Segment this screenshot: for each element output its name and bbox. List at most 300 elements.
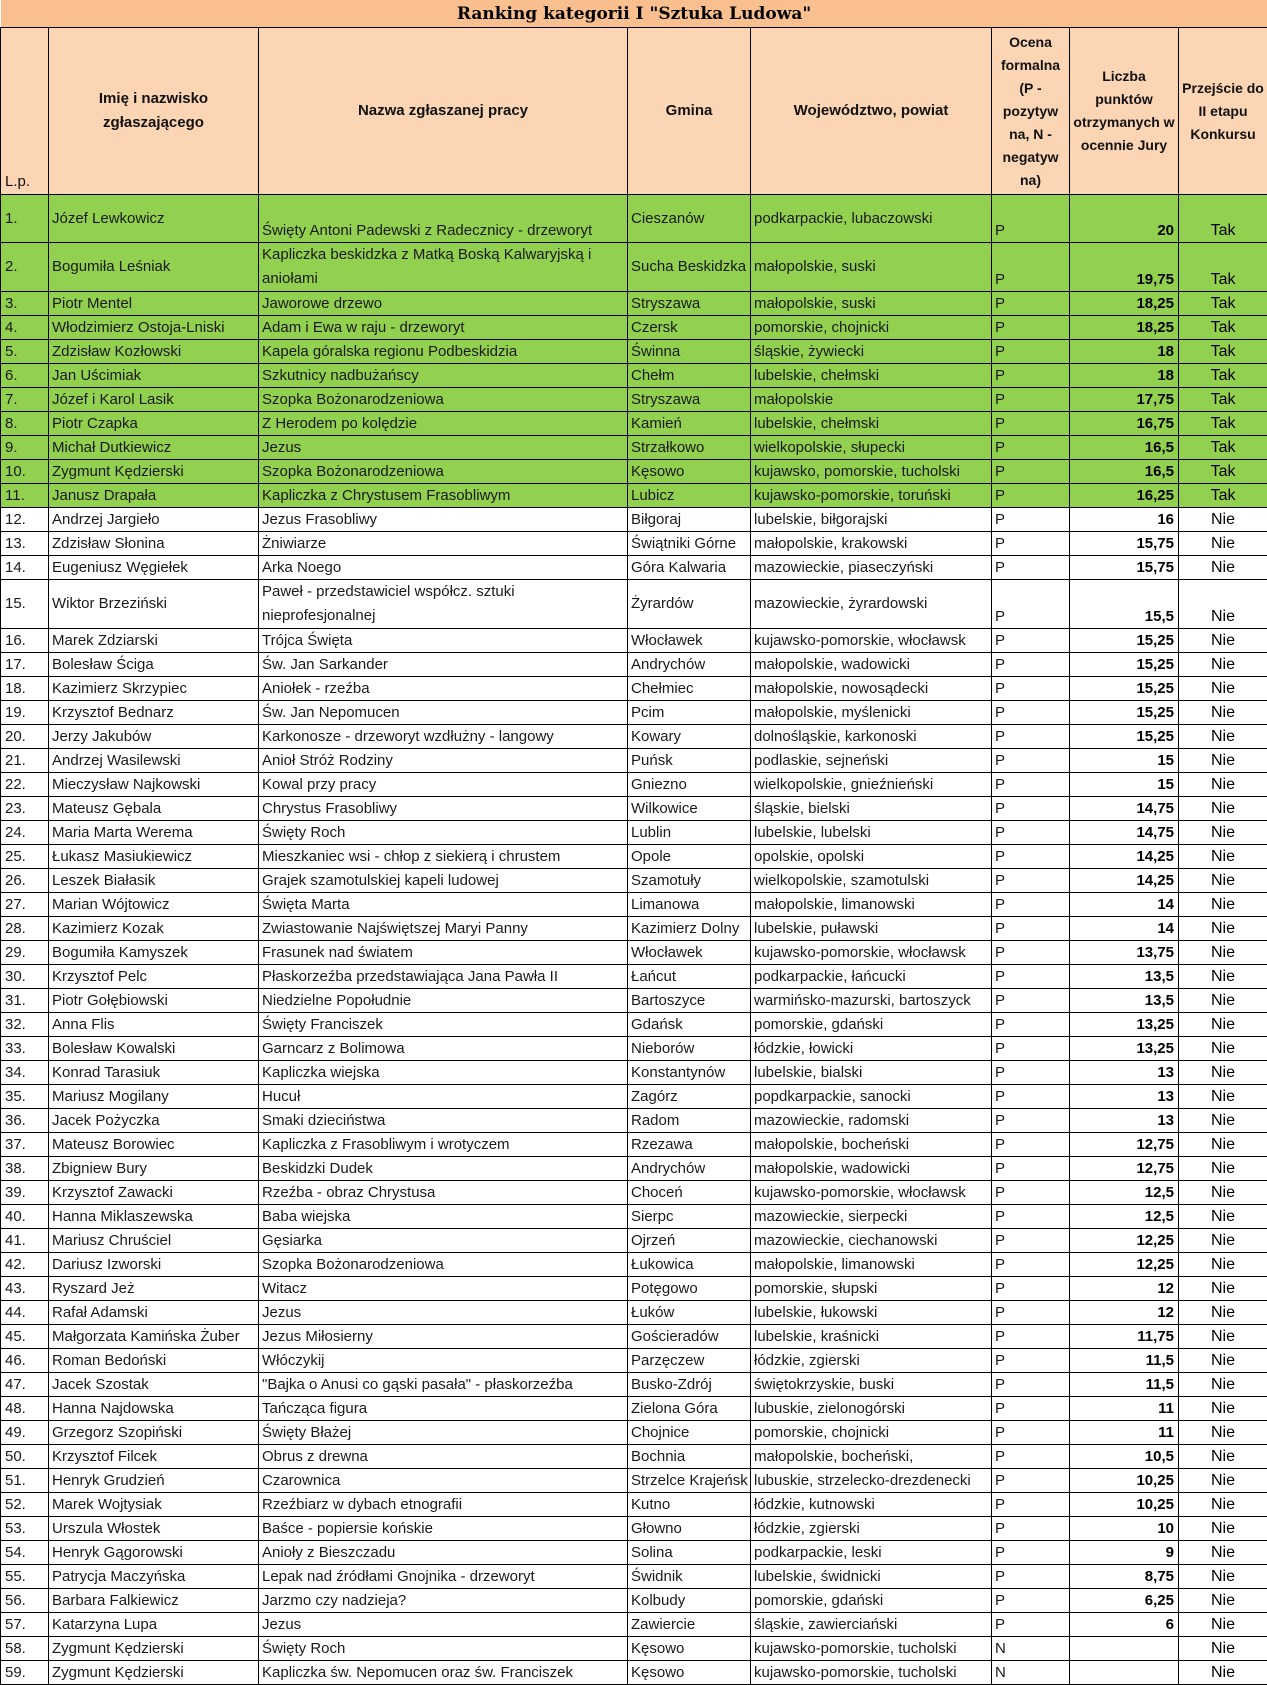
formal-rating: P bbox=[992, 1541, 1070, 1565]
participant-name: Zbigniew Bury bbox=[49, 1157, 259, 1181]
work-title: Garncarz z Bolimowa bbox=[259, 1037, 628, 1061]
formal-rating: P bbox=[992, 1253, 1070, 1277]
formal-rating: P bbox=[992, 701, 1070, 725]
voivodeship-county: lubelskie, biłgorajski bbox=[751, 508, 992, 532]
work-title: Paweł - przedstawiciel współcz. sztuki nieprofesjonalnej bbox=[259, 580, 628, 629]
voivodeship-county: kujawsko-pomorskie, toruński bbox=[751, 484, 992, 508]
municipality: Andrychów bbox=[628, 653, 751, 677]
formal-rating: P bbox=[992, 677, 1070, 701]
jury-points: 12,25 bbox=[1070, 1229, 1179, 1253]
municipality: Włocławek bbox=[628, 941, 751, 965]
voivodeship-county: opolskie, opolski bbox=[751, 845, 992, 869]
formal-rating: P bbox=[992, 725, 1070, 749]
municipality: Świdnik bbox=[628, 1565, 751, 1589]
jury-points: 14,25 bbox=[1070, 869, 1179, 893]
advance-status: Nie bbox=[1179, 1397, 1267, 1421]
participant-name: Piotr Czapka bbox=[49, 412, 259, 436]
row-number: 35. bbox=[1, 1085, 49, 1109]
advance-status: Tak bbox=[1179, 412, 1267, 436]
formal-rating: P bbox=[992, 1349, 1070, 1373]
voivodeship-county: pomorskie, gdański bbox=[751, 1589, 992, 1613]
table-row bbox=[1, 292, 1267, 316]
municipality: Puńsk bbox=[628, 749, 751, 773]
jury-points: 12,5 bbox=[1070, 1205, 1179, 1229]
municipality: Chełm bbox=[628, 364, 751, 388]
jury-points: 15,25 bbox=[1070, 653, 1179, 677]
municipality: Strzelce Krajeńsk bbox=[628, 1469, 751, 1493]
jury-points: 11,5 bbox=[1070, 1373, 1179, 1397]
work-title: Anioły z Bieszczadu bbox=[259, 1541, 628, 1565]
jury-points: 10,5 bbox=[1070, 1445, 1179, 1469]
row-number: 27. bbox=[1, 893, 49, 917]
voivodeship-county: śląskie, bielski bbox=[751, 797, 992, 821]
advance-status: Tak bbox=[1179, 436, 1267, 460]
voivodeship-county: lubelskie, chełmski bbox=[751, 364, 992, 388]
voivodeship-county: podkarpackie, lubaczowski bbox=[751, 195, 992, 243]
jury-points: 18,25 bbox=[1070, 292, 1179, 316]
voivodeship-county: warmińsko-mazurski, bartoszyck bbox=[751, 989, 992, 1013]
advance-status: Nie bbox=[1179, 1517, 1267, 1541]
formal-rating: P bbox=[992, 484, 1070, 508]
jury-points: 15,75 bbox=[1070, 556, 1179, 580]
table-row bbox=[1, 1373, 1267, 1397]
advance-status: Nie bbox=[1179, 1013, 1267, 1037]
voivodeship-county: wielkopolskie, szamotulski bbox=[751, 869, 992, 893]
municipality: Szamotuły bbox=[628, 869, 751, 893]
jury-points: 11,75 bbox=[1070, 1325, 1179, 1349]
jury-points: 10,25 bbox=[1070, 1493, 1179, 1517]
jury-points: 14,25 bbox=[1070, 845, 1179, 869]
participant-name: Patrycja Maczyńska bbox=[49, 1565, 259, 1589]
municipality: Limanowa bbox=[628, 893, 751, 917]
work-title: Niedzielne Popołudnie bbox=[259, 989, 628, 1013]
municipality: Opole bbox=[628, 845, 751, 869]
voivodeship-county: lubelskie, puławski bbox=[751, 917, 992, 941]
jury-points: 13,5 bbox=[1070, 989, 1179, 1013]
participant-name: Marek Wojtysiak bbox=[49, 1493, 259, 1517]
municipality: Łukowica bbox=[628, 1253, 751, 1277]
header-lp: L.p. bbox=[1, 28, 49, 195]
table-row bbox=[1, 1061, 1267, 1085]
formal-rating: P bbox=[992, 1133, 1070, 1157]
voivodeship-county: kujawsko-pomorskie, tucholski bbox=[751, 1637, 992, 1661]
row-number: 53. bbox=[1, 1517, 49, 1541]
work-title: Jezus bbox=[259, 1301, 628, 1325]
participant-name: Włodzimierz Ostoja-Lniski bbox=[49, 316, 259, 340]
formal-rating: P bbox=[992, 412, 1070, 436]
table-row bbox=[1, 1205, 1267, 1229]
table-row bbox=[1, 1277, 1267, 1301]
header-work: Nazwa zgłaszanej pracy bbox=[259, 28, 628, 195]
formal-rating: P bbox=[992, 532, 1070, 556]
jury-points: 6 bbox=[1070, 1613, 1179, 1637]
row-number: 33. bbox=[1, 1037, 49, 1061]
voivodeship-county: wielkopolskie, gnieźnieński bbox=[751, 773, 992, 797]
row-number: 57. bbox=[1, 1613, 49, 1637]
table-row bbox=[1, 1157, 1267, 1181]
table-row bbox=[1, 1253, 1267, 1277]
formal-rating: P bbox=[992, 436, 1070, 460]
participant-name: Barbara Falkiewicz bbox=[49, 1589, 259, 1613]
jury-points: 13,5 bbox=[1070, 965, 1179, 989]
row-number: 44. bbox=[1, 1301, 49, 1325]
formal-rating: P bbox=[992, 1325, 1070, 1349]
row-number: 51. bbox=[1, 1469, 49, 1493]
advance-status: Nie bbox=[1179, 845, 1267, 869]
row-number: 1. bbox=[1, 195, 49, 243]
voivodeship-county: mazowieckie, ciechanowski bbox=[751, 1229, 992, 1253]
voivodeship-county: kujawsko, pomorskie, tucholski bbox=[751, 460, 992, 484]
advance-status: Nie bbox=[1179, 580, 1267, 629]
work-title: Święty Antoni Padewski z Radecznicy - drzeworyt bbox=[259, 195, 628, 243]
jury-points: 15,25 bbox=[1070, 701, 1179, 725]
formal-rating: P bbox=[992, 989, 1070, 1013]
participant-name: Józef Lewkowicz bbox=[49, 195, 259, 243]
advance-status: Nie bbox=[1179, 965, 1267, 989]
row-number: 39. bbox=[1, 1181, 49, 1205]
header-advance: Przejście do II etapu Konkursu bbox=[1179, 28, 1267, 195]
row-number: 7. bbox=[1, 388, 49, 412]
jury-points: 11 bbox=[1070, 1421, 1179, 1445]
advance-status: Tak bbox=[1179, 316, 1267, 340]
formal-rating: P bbox=[992, 1565, 1070, 1589]
advance-status: Nie bbox=[1179, 797, 1267, 821]
work-title: Święta Marta bbox=[259, 893, 628, 917]
participant-name: Mieczysław Najkowski bbox=[49, 773, 259, 797]
municipality: Radom bbox=[628, 1109, 751, 1133]
table-body bbox=[1, 195, 1267, 1685]
voivodeship-county: małopolskie, nowosądecki bbox=[751, 677, 992, 701]
municipality: Stryszawa bbox=[628, 292, 751, 316]
jury-points: 15,75 bbox=[1070, 532, 1179, 556]
jury-points: 12 bbox=[1070, 1277, 1179, 1301]
work-title: Kapliczka beskidzka z Matką Boską Kalwaryjską i aniołami bbox=[259, 243, 628, 292]
advance-status: Nie bbox=[1179, 556, 1267, 580]
table-row bbox=[1, 1109, 1267, 1133]
participant-name: Andrzej Wasilewski bbox=[49, 749, 259, 773]
formal-rating: P bbox=[992, 653, 1070, 677]
row-number: 2. bbox=[1, 243, 49, 292]
participant-name: Grzegorz Szopiński bbox=[49, 1421, 259, 1445]
municipality: Gościeradów bbox=[628, 1325, 751, 1349]
voivodeship-county: mazowieckie, żyrardowski bbox=[751, 580, 992, 629]
advance-status: Nie bbox=[1179, 1037, 1267, 1061]
voivodeship-county: łódzkie, zgierski bbox=[751, 1349, 992, 1373]
row-number: 5. bbox=[1, 340, 49, 364]
jury-points: 8,75 bbox=[1070, 1565, 1179, 1589]
table-row bbox=[1, 316, 1267, 340]
row-number: 24. bbox=[1, 821, 49, 845]
voivodeship-county: lubelskie, chełmski bbox=[751, 412, 992, 436]
row-number: 59. bbox=[1, 1661, 49, 1685]
row-number: 9. bbox=[1, 436, 49, 460]
municipality: Sucha Beskidzka bbox=[628, 243, 751, 292]
jury-points: 12,75 bbox=[1070, 1157, 1179, 1181]
table-row bbox=[1, 1229, 1267, 1253]
formal-rating: P bbox=[992, 893, 1070, 917]
work-title: Szopka Bożonarodzeniowa bbox=[259, 1253, 628, 1277]
work-title: Tańcząca figura bbox=[259, 1397, 628, 1421]
table-row bbox=[1, 773, 1267, 797]
advance-status: Nie bbox=[1179, 1373, 1267, 1397]
formal-rating: P bbox=[992, 292, 1070, 316]
advance-status: Tak bbox=[1179, 340, 1267, 364]
voivodeship-county: lubelskie, bialski bbox=[751, 1061, 992, 1085]
voivodeship-county: lubelskie, lubelski bbox=[751, 821, 992, 845]
municipality: Choceń bbox=[628, 1181, 751, 1205]
advance-status: Nie bbox=[1179, 1277, 1267, 1301]
work-title: Szopka Bożonarodzeniowa bbox=[259, 388, 628, 412]
work-title: Czarownica bbox=[259, 1469, 628, 1493]
jury-points: 6,25 bbox=[1070, 1589, 1179, 1613]
formal-rating: P bbox=[992, 1493, 1070, 1517]
municipality: Lublin bbox=[628, 821, 751, 845]
work-title: Z Herodem po kolędzie bbox=[259, 412, 628, 436]
participant-name: Krzysztof Filcek bbox=[49, 1445, 259, 1469]
table-row bbox=[1, 243, 1267, 292]
work-title: Św. Jan Nepomucen bbox=[259, 701, 628, 725]
participant-name: Rafał Adamski bbox=[49, 1301, 259, 1325]
participant-name: Krzysztof Pelc bbox=[49, 965, 259, 989]
advance-status: Nie bbox=[1179, 1325, 1267, 1349]
participant-name: Anna Flis bbox=[49, 1013, 259, 1037]
row-number: 31. bbox=[1, 989, 49, 1013]
municipality: Kęsowo bbox=[628, 460, 751, 484]
voivodeship-county: lubelskie, łukowski bbox=[751, 1301, 992, 1325]
table-row bbox=[1, 941, 1267, 965]
jury-points: 9 bbox=[1070, 1541, 1179, 1565]
participant-name: Leszek Białasik bbox=[49, 869, 259, 893]
voivodeship-county: śląskie, zawierciański bbox=[751, 1613, 992, 1637]
table-row bbox=[1, 701, 1267, 725]
table-row bbox=[1, 484, 1267, 508]
table-row bbox=[1, 364, 1267, 388]
formal-rating: P bbox=[992, 869, 1070, 893]
table-row bbox=[1, 1637, 1267, 1661]
advance-status: Tak bbox=[1179, 243, 1267, 292]
work-title: Jezus Frasobliwy bbox=[259, 508, 628, 532]
table-row bbox=[1, 893, 1267, 917]
row-number: 11. bbox=[1, 484, 49, 508]
advance-status: Nie bbox=[1179, 1181, 1267, 1205]
advance-status: Nie bbox=[1179, 869, 1267, 893]
participant-name: Jacek Pożyczka bbox=[49, 1109, 259, 1133]
participant-name: Katarzyna Lupa bbox=[49, 1613, 259, 1637]
jury-points: 13 bbox=[1070, 1085, 1179, 1109]
table-row bbox=[1, 195, 1267, 243]
municipality: Lubicz bbox=[628, 484, 751, 508]
voivodeship-county: podkarpackie, leski bbox=[751, 1541, 992, 1565]
participant-name: Kazimierz Kozak bbox=[49, 917, 259, 941]
row-number: 32. bbox=[1, 1013, 49, 1037]
advance-status: Nie bbox=[1179, 821, 1267, 845]
jury-points: 19,75 bbox=[1070, 243, 1179, 292]
row-number: 54. bbox=[1, 1541, 49, 1565]
municipality: Ojrzeń bbox=[628, 1229, 751, 1253]
voivodeship-county: podlaskie, sejneński bbox=[751, 749, 992, 773]
advance-status: Nie bbox=[1179, 1229, 1267, 1253]
municipality: Włocławek bbox=[628, 629, 751, 653]
formal-rating: P bbox=[992, 1445, 1070, 1469]
jury-points: 14 bbox=[1070, 917, 1179, 941]
voivodeship-county: małopolskie, bocheński, bbox=[751, 1445, 992, 1469]
participant-name: Krzysztof Bednarz bbox=[49, 701, 259, 725]
jury-points: 12,5 bbox=[1070, 1181, 1179, 1205]
formal-rating: P bbox=[992, 556, 1070, 580]
voivodeship-county: dolnośląskie, karkonoski bbox=[751, 725, 992, 749]
voivodeship-county: pomorskie, chojnicki bbox=[751, 1421, 992, 1445]
voivodeship-county: kujawsko-pomorskie, włocławsk bbox=[751, 629, 992, 653]
voivodeship-county: małopolskie, krakowski bbox=[751, 532, 992, 556]
jury-points: 16 bbox=[1070, 508, 1179, 532]
jury-points: 16,25 bbox=[1070, 484, 1179, 508]
work-title: Gęsiarka bbox=[259, 1229, 628, 1253]
table-row bbox=[1, 1613, 1267, 1637]
formal-rating: P bbox=[992, 1205, 1070, 1229]
voivodeship-county: pomorskie, chojnicki bbox=[751, 316, 992, 340]
advance-status: Nie bbox=[1179, 1493, 1267, 1517]
jury-points: 12,25 bbox=[1070, 1253, 1179, 1277]
advance-status: Nie bbox=[1179, 749, 1267, 773]
row-number: 47. bbox=[1, 1373, 49, 1397]
advance-status: Nie bbox=[1179, 1133, 1267, 1157]
header-row bbox=[1, 28, 1267, 195]
formal-rating: P bbox=[992, 1469, 1070, 1493]
jury-points: 14,75 bbox=[1070, 797, 1179, 821]
formal-rating: P bbox=[992, 460, 1070, 484]
jury-points: 14,75 bbox=[1070, 821, 1179, 845]
voivodeship-county: łódzkie, łowicki bbox=[751, 1037, 992, 1061]
jury-points: 11 bbox=[1070, 1397, 1179, 1421]
jury-points: 15,25 bbox=[1070, 629, 1179, 653]
advance-status: Nie bbox=[1179, 1637, 1267, 1661]
voivodeship-county: lubuskie, zielonogórski bbox=[751, 1397, 992, 1421]
table-row bbox=[1, 436, 1267, 460]
row-number: 52. bbox=[1, 1493, 49, 1517]
table-row bbox=[1, 1397, 1267, 1421]
participant-name: Krzysztof Zawacki bbox=[49, 1181, 259, 1205]
jury-points: 12 bbox=[1070, 1301, 1179, 1325]
participant-name: Marian Wójtowicz bbox=[49, 893, 259, 917]
formal-rating: P bbox=[992, 773, 1070, 797]
advance-status: Nie bbox=[1179, 989, 1267, 1013]
advance-status: Nie bbox=[1179, 677, 1267, 701]
municipality: Chojnice bbox=[628, 1421, 751, 1445]
formal-rating: P bbox=[992, 508, 1070, 532]
participant-name: Zdzisław Kozłowski bbox=[49, 340, 259, 364]
formal-rating: P bbox=[992, 845, 1070, 869]
municipality: Chełmiec bbox=[628, 677, 751, 701]
municipality: Bartoszyce bbox=[628, 989, 751, 1013]
participant-name: Maria Marta Werema bbox=[49, 821, 259, 845]
municipality: Kęsowo bbox=[628, 1637, 751, 1661]
table-title: Ranking kategorii I "Sztuka Ludowa" bbox=[1, 0, 1267, 28]
table-row bbox=[1, 388, 1267, 412]
municipality: Góra Kalwaria bbox=[628, 556, 751, 580]
municipality: Nieborów bbox=[628, 1037, 751, 1061]
table-row bbox=[1, 1469, 1267, 1493]
row-number: 45. bbox=[1, 1325, 49, 1349]
row-number: 4. bbox=[1, 316, 49, 340]
formal-rating: P bbox=[992, 629, 1070, 653]
participant-name: Jacek Szostak bbox=[49, 1373, 259, 1397]
municipality: Bochnia bbox=[628, 1445, 751, 1469]
participant-name: Bogumiła Leśniak bbox=[49, 243, 259, 292]
advance-status: Tak bbox=[1179, 195, 1267, 243]
work-title: Jezus bbox=[259, 436, 628, 460]
table-row bbox=[1, 1421, 1267, 1445]
advance-status: Nie bbox=[1179, 1421, 1267, 1445]
table-row bbox=[1, 1517, 1267, 1541]
row-number: 18. bbox=[1, 677, 49, 701]
formal-rating: P bbox=[992, 1061, 1070, 1085]
table-row bbox=[1, 1037, 1267, 1061]
jury-points: 17,75 bbox=[1070, 388, 1179, 412]
table-row bbox=[1, 965, 1267, 989]
row-number: 16. bbox=[1, 629, 49, 653]
municipality: Gdańsk bbox=[628, 1013, 751, 1037]
formal-rating: P bbox=[992, 941, 1070, 965]
advance-status: Nie bbox=[1179, 1589, 1267, 1613]
municipality: Kutno bbox=[628, 1493, 751, 1517]
municipality: Andrychów bbox=[628, 1157, 751, 1181]
jury-points: 18 bbox=[1070, 364, 1179, 388]
municipality: Rzezawa bbox=[628, 1133, 751, 1157]
municipality: Kazimierz Dolny bbox=[628, 917, 751, 941]
table-row bbox=[1, 845, 1267, 869]
table-row bbox=[1, 989, 1267, 1013]
advance-status: Nie bbox=[1179, 629, 1267, 653]
municipality: Potęgowo bbox=[628, 1277, 751, 1301]
formal-rating: P bbox=[992, 1109, 1070, 1133]
advance-status: Nie bbox=[1179, 1445, 1267, 1469]
work-title: Święty Błażej bbox=[259, 1421, 628, 1445]
voivodeship-county: małopolskie, suski bbox=[751, 292, 992, 316]
row-number: 38. bbox=[1, 1157, 49, 1181]
table-row bbox=[1, 508, 1267, 532]
work-title: Rzeźba - obraz Chrystusa bbox=[259, 1181, 628, 1205]
municipality: Łańcut bbox=[628, 965, 751, 989]
participant-name: Konrad Tarasiuk bbox=[49, 1061, 259, 1085]
formal-rating: P bbox=[992, 316, 1070, 340]
row-number: 37. bbox=[1, 1133, 49, 1157]
row-number: 41. bbox=[1, 1229, 49, 1253]
municipality: Strzałkowo bbox=[628, 436, 751, 460]
voivodeship-county: małopolskie bbox=[751, 388, 992, 412]
advance-status: Nie bbox=[1179, 1253, 1267, 1277]
advance-status: Tak bbox=[1179, 292, 1267, 316]
voivodeship-county: wielkopolskie, słupecki bbox=[751, 436, 992, 460]
row-number: 19. bbox=[1, 701, 49, 725]
work-title: Płaskorzeźba przedstawiająca Jana Pawła II bbox=[259, 965, 628, 989]
voivodeship-county: popdkarpackie, sanocki bbox=[751, 1085, 992, 1109]
header-gmina: Gmina bbox=[628, 28, 751, 195]
work-title: "Bajka o Anusi co gąski pasała" - płaskorzeźba bbox=[259, 1373, 628, 1397]
municipality: Zagórz bbox=[628, 1085, 751, 1109]
work-title: Kowal przy pracy bbox=[259, 773, 628, 797]
formal-rating: N bbox=[992, 1661, 1070, 1685]
voivodeship-county: pomorskie, gdański bbox=[751, 1013, 992, 1037]
row-number: 43. bbox=[1, 1277, 49, 1301]
row-number: 48. bbox=[1, 1397, 49, 1421]
participant-name: Zygmunt Kędzierski bbox=[49, 1661, 259, 1685]
advance-status: Nie bbox=[1179, 1541, 1267, 1565]
voivodeship-county: kujawsko-pomorskie, tucholski bbox=[751, 1661, 992, 1685]
municipality: Cieszanów bbox=[628, 195, 751, 243]
formal-rating: P bbox=[992, 1373, 1070, 1397]
jury-points: 13,25 bbox=[1070, 1013, 1179, 1037]
formal-rating: P bbox=[992, 580, 1070, 629]
